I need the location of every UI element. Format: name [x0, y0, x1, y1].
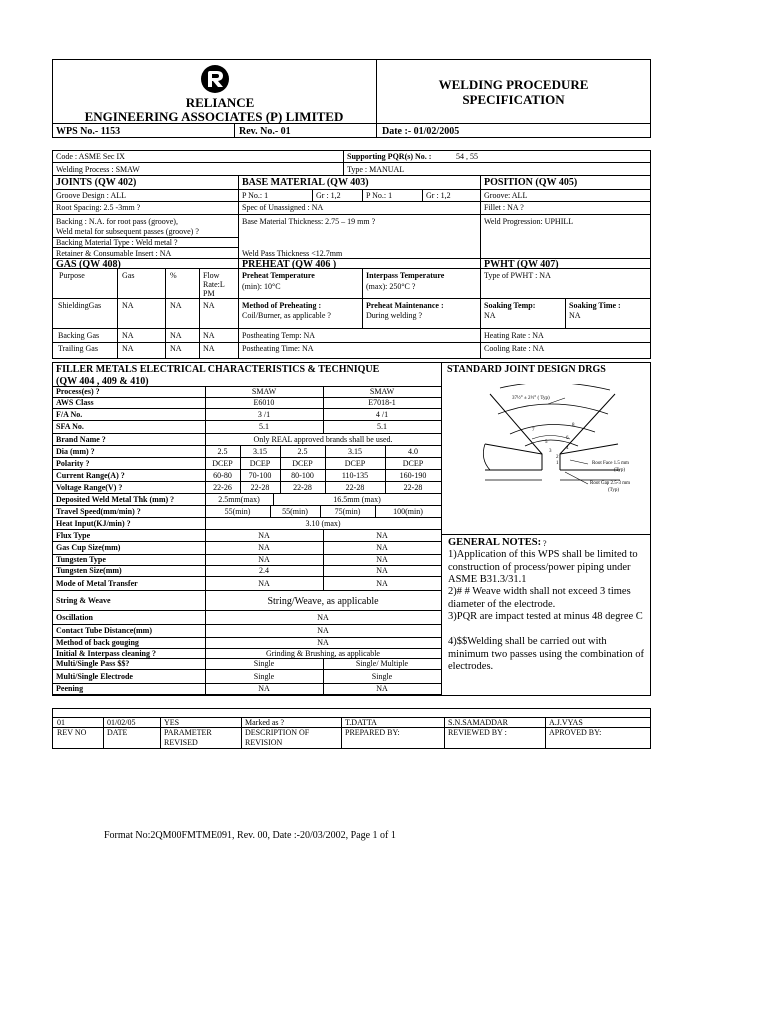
rev-value: Marked as ? [245, 718, 285, 727]
general-note: 2)# # Weave width shall not exceed 3 times diameter of the electrode. [448, 586, 631, 610]
filler-value: NA [317, 612, 329, 622]
postheating-temp: Postheating Temp: NA [242, 331, 316, 340]
retainer-insert: Retainer & Consumable Insert : NA [56, 249, 172, 258]
filler-value: 55(min) [224, 506, 251, 516]
filler-label: Gas Cup Size(mm) [56, 543, 121, 552]
filler-value: 3.15 [253, 446, 267, 456]
filler-value: 4 /1 [375, 409, 389, 419]
root-gap-typ: (Typ) [608, 488, 620, 493]
filler-value: SMAW [251, 387, 277, 396]
joint-design-heading: STANDARD JOINT DESIGN DRGS [447, 364, 606, 375]
general-note: 3)PQR are impact tested at minus 48 degree C [448, 611, 643, 622]
revision-column-rule [444, 717, 445, 749]
p-no-2: P No.: 1 [366, 191, 393, 200]
general-note: 1)Application of this WPS shall be limited to construction of process/power piping under ASME B31.3/31.1 [448, 549, 638, 585]
filler-value: 3.10 (max) [305, 518, 341, 528]
gas-cell: NA [203, 344, 215, 353]
pass-number: 6 [566, 436, 569, 441]
gas-cell: NA [203, 301, 215, 310]
gas-cell: NA [122, 344, 134, 353]
p-no-1: P No.: 1 [242, 191, 269, 200]
filler-value: 2.5mm(max) [218, 494, 260, 504]
welding-process-field: Welding Process : SMAW [56, 165, 140, 174]
gas-cell: NA [170, 301, 182, 310]
heating-rate: Heating Rate : NA [484, 331, 544, 340]
pwht-heading: PWHT (QW 407) [484, 259, 559, 270]
filler-value: 160-190 [399, 470, 427, 480]
rev-header-line2: REVISION [245, 738, 283, 747]
grid-rule [52, 590, 441, 591]
gas-col-flow-line2: Rate:L [203, 280, 225, 289]
revision-column-rule [341, 717, 342, 749]
weld-pass-thickness: Weld Pass Thickness <12.7mm [242, 249, 343, 258]
pass-number: 5 [545, 440, 548, 445]
pass-number: 3 [549, 449, 552, 454]
soaking-temp-value: NA [484, 311, 496, 320]
grid-rule [52, 541, 441, 542]
filler-value: 100(min) [393, 506, 423, 516]
root-spacing: Root Spacing: 2.5 -3mm ? [56, 203, 141, 212]
rev-value: 01/02/05 [107, 718, 136, 727]
gas-col-flow: Flow [203, 271, 220, 280]
filler-value: 22-28 [250, 482, 270, 492]
position-heading: POSITION (QW 405) [484, 177, 578, 188]
document-title: WELDING PROCEDURE [438, 77, 589, 92]
preheat-temperature-value: (min): 10°C [242, 282, 281, 291]
rev-value: A.J.VYAS [549, 718, 583, 727]
filler-value: 2.4 [259, 566, 269, 575]
gas-row-shielding: ShieldingGas [58, 301, 102, 310]
filler-heading: FILLER METALS ELECTRICAL CHARACTERISTICS & TECHNIQUE [56, 364, 380, 375]
filler-value: 3 /1 [257, 409, 271, 419]
pass-number: 7 [532, 428, 535, 433]
rev-number: Rev. No.- 01 [239, 126, 291, 137]
soaking-temp: Soaking Temp: [484, 301, 536, 310]
preheat-temperature: Preheat Temperature [242, 271, 315, 280]
filler-value: DCEP [212, 458, 233, 468]
filler-label: Oscillation [56, 612, 93, 622]
supporting-pqr-label: Supporting PQR(s) No. : [347, 152, 432, 161]
gr-2: Gr : 1,2 [426, 191, 451, 200]
filler-value: Single [253, 671, 275, 681]
filler-value: NA [258, 530, 270, 540]
filler-value: NA [376, 578, 388, 588]
filler-label: Tungsten Type [56, 555, 106, 564]
rev-header: REVIEWED BY : [448, 728, 507, 737]
pass-number: 4 [566, 446, 569, 451]
filler-value: NA [258, 684, 270, 693]
revision-column-rule [160, 717, 161, 749]
filler-label: Current Range(A) ? [56, 470, 125, 480]
filler-value: 70-100 [248, 470, 272, 480]
filler-value: NA [376, 566, 388, 575]
backing-material-type: Backing Material Type : Weld metal ? [56, 238, 178, 247]
grid-rule [52, 624, 441, 625]
filler-value: NA [258, 543, 270, 552]
joints-heading: JOINTS (QW 402) [56, 177, 137, 188]
revision-column-rule [103, 717, 104, 749]
filler-value: NA [376, 555, 388, 564]
grid-rule [52, 610, 441, 611]
grid-rule [52, 694, 441, 695]
gas-col-gas: Gas [122, 271, 135, 280]
filler-value: 16.5mm (max) [333, 494, 381, 504]
base-material-thickness: Base Material Thickness: 2.75 – 19 mm ? [242, 217, 376, 226]
general-notes-heading: GENERAL NOTES: [448, 537, 542, 548]
gas-cell: NA [122, 331, 134, 340]
filler-label: String & Weave [56, 595, 111, 605]
filler-value: Single [253, 659, 275, 668]
supporting-pqr-value: 54 , 55 [456, 152, 478, 161]
filler-value: 75(min) [334, 506, 361, 516]
preheat-maintenance: Preheat Maintenance : [366, 301, 444, 310]
filler-heading-line2: (QW 404 , 409 & 410) [56, 376, 149, 387]
position-groove: Groove: ALL [484, 191, 528, 200]
general-note: 4)$$Welding shall be carried out with minimum two passes using the combination of electrodes. [448, 636, 644, 672]
filler-value: NA [258, 555, 270, 564]
rev-header: PREPARED BY: [345, 728, 400, 737]
filler-value: NA [376, 684, 388, 693]
position-fillet: Fillet : NA ? [484, 203, 524, 212]
backing: Backing : N.A. for root pass (groove), [56, 217, 178, 226]
interpass-temperature: Interpass Temperature [366, 271, 445, 280]
filler-label: Dia (mm) ? [56, 446, 95, 456]
preheating-method: Method of Preheating : [242, 301, 322, 310]
rev-header: APROVED BY: [549, 728, 602, 737]
pass-number: 2 [556, 455, 559, 460]
filler-value: 55(min) [282, 506, 308, 516]
spec-unassigned: Spec of Unassigned : NA [242, 203, 324, 212]
gas-cell: NA [170, 331, 182, 340]
root-face-label: Root Face 1.5 mm [592, 461, 629, 466]
wps-number: WPS No.- 1153 [56, 126, 121, 137]
filler-value: 60-80 [213, 470, 232, 480]
filler-value: 3.15 [348, 446, 362, 456]
filler-value: NA [376, 530, 388, 540]
rev-header: DATE [107, 728, 128, 737]
gas-row-trailing: Trailing Gas [58, 344, 98, 353]
gas-col-flow-line3: PM [203, 289, 215, 298]
gas-col-purpose: Purpose [59, 271, 85, 280]
base-material-heading: BASE MATERIAL (QW 403) [242, 177, 369, 188]
soaking-time-value: NA [569, 311, 581, 320]
filler-value: 110-135 [341, 470, 369, 480]
grid-rule [52, 420, 441, 421]
general-notes-mark: ? [543, 539, 547, 548]
cooling-rate: Cooling Rate : NA [484, 344, 545, 353]
company-name-line2: ENGINEERING ASSOCIATES (P) LIMITED [84, 109, 344, 124]
filler-value: NA [258, 578, 270, 588]
filler-value: DCEP [402, 458, 424, 468]
filler-value: DCEP [292, 458, 313, 468]
filler-value: SMAW [369, 387, 395, 396]
gr-1: Gr : 1,2 [316, 191, 341, 200]
rev-header: REV NO [57, 728, 87, 737]
filler-value: Grinding & Brushing, as applicable [266, 648, 380, 658]
filler-value: 22-28 [403, 482, 423, 492]
groove-design: Groove Design : ALL [56, 191, 126, 200]
filler-label: Polarity ? [56, 458, 90, 468]
gas-cell: NA [122, 301, 134, 310]
rev-header: DESCRIPTION OF [245, 728, 310, 737]
filler-value: NA [376, 543, 388, 552]
filler-label: Travel Speed(mm/min) ? [56, 506, 141, 516]
weld-progression: Weld Progression: UPHILL [484, 217, 574, 226]
joint-design-drawing [470, 384, 648, 512]
filler-label: F/A No. [56, 409, 83, 419]
filler-value: String/Weave, as applicable [267, 595, 379, 607]
gas-col-percent: % [170, 271, 177, 280]
pass-number: 8 [572, 423, 575, 428]
filler-label: Mode of Metal Transfer [56, 578, 138, 588]
filler-value: DCEP [344, 458, 366, 468]
soaking-time: Soaking Time : [569, 301, 621, 310]
filler-label: Flux Type [56, 530, 91, 540]
rev-value: T.DATTA [345, 718, 377, 727]
filler-value: NA [317, 638, 329, 647]
filler-value: 4.0 [408, 446, 418, 456]
reliance-logo [198, 64, 232, 94]
rev-value: 01 [57, 718, 65, 727]
interpass-temperature-value: (max): 250°C ? [366, 282, 416, 291]
welding-type-field: Type : MANUAL [347, 165, 405, 174]
preheat-maintenance-value: During welding ? [366, 311, 422, 320]
filler-label: Process(es) ? [56, 387, 100, 396]
pwht-type: Type of PWHT : NA [484, 271, 551, 280]
filler-label: Voltage Range(V) ? [56, 482, 123, 492]
filler-value: Single/ Multiple [355, 659, 409, 668]
filler-label: Multi/Single Pass $$? [56, 659, 130, 668]
rev-header-line2: REVISED [164, 738, 198, 747]
filler-value: 22-28 [293, 482, 312, 492]
gas-cell: NA [170, 344, 182, 353]
filler-value: 5.1 [377, 422, 387, 431]
filler-label: Tungsten Size(mm) [56, 566, 122, 575]
backing-line2: Weld metal for subsequent passes (groove) ? [56, 227, 199, 236]
revision-column-rule [545, 717, 546, 749]
filler-value: E6010 [253, 398, 275, 407]
filler-value: E7018-1 [368, 398, 396, 407]
grid-rule [52, 669, 441, 670]
company-name: RELIANCE [185, 95, 255, 110]
filler-value: Single [371, 671, 393, 681]
filler-value: 22-26 [213, 482, 232, 492]
filler-label: Brand Name ? [56, 434, 106, 444]
document-date: Date :- 01/02/2005 [382, 126, 460, 137]
preheat-heading: PREHEAT (QW 406 ) [242, 259, 337, 270]
grid-rule [52, 576, 441, 577]
filler-label: SFA No. [56, 422, 84, 431]
gas-heading: GAS (QW 408) [56, 259, 121, 270]
code-field: Code : ASME Sec IX [56, 152, 125, 161]
filler-label: Deposited Weld Metal Thk (mm) ? [56, 494, 175, 504]
gas-row-backing: Backing Gas [58, 331, 100, 340]
filler-value: DCEP [249, 458, 271, 468]
filler-value: 22-28 [345, 482, 365, 492]
format-footer: Format No:2QM00FMTME091, Rev. 00, Date :-20/03/2002, Page 1 of 1 [104, 830, 396, 841]
filler-label: Peening [56, 684, 84, 693]
rev-value: YES [164, 718, 180, 727]
pass-number: 1 [556, 461, 559, 466]
filler-value: 5.1 [259, 422, 269, 431]
filler-label: Initial & Interpass cleaning ? [56, 648, 157, 658]
revision-column-rule [241, 717, 242, 749]
root-gap-label: Root Gap 2.5-3 mm [590, 481, 630, 486]
filler-value: 2.5 [297, 446, 308, 456]
filler-label: Contact Tube Distance(mm) [56, 626, 152, 635]
gas-cell: NA [203, 331, 215, 340]
filler-value: Only REAL approved brands shall be used. [253, 434, 393, 444]
filler-value: 2.5 [217, 446, 228, 456]
filler-label: Multi/Single Electrode [56, 671, 133, 681]
root-face-typ: (Typ) [614, 468, 626, 473]
document-title-line2: SPECIFICATION [462, 92, 565, 107]
filler-label: AWS Class [56, 398, 94, 407]
rev-value: S.N.SAMADDAR [448, 718, 509, 727]
filler-label: Heat Input(KJ/min) ? [56, 518, 131, 528]
filler-value: 80-100 [291, 470, 314, 480]
filler-label: Method of back gouging [56, 638, 139, 647]
postheating-time: Postheating Time: NA [242, 344, 314, 353]
joint-angle-label: 37½° ± 2½° ( Typ) [512, 396, 550, 401]
filler-value: NA [317, 626, 329, 635]
preheating-method-value: Coil/Burner, as applicable ? [242, 311, 331, 320]
rev-header: PARAMETER [164, 728, 212, 737]
